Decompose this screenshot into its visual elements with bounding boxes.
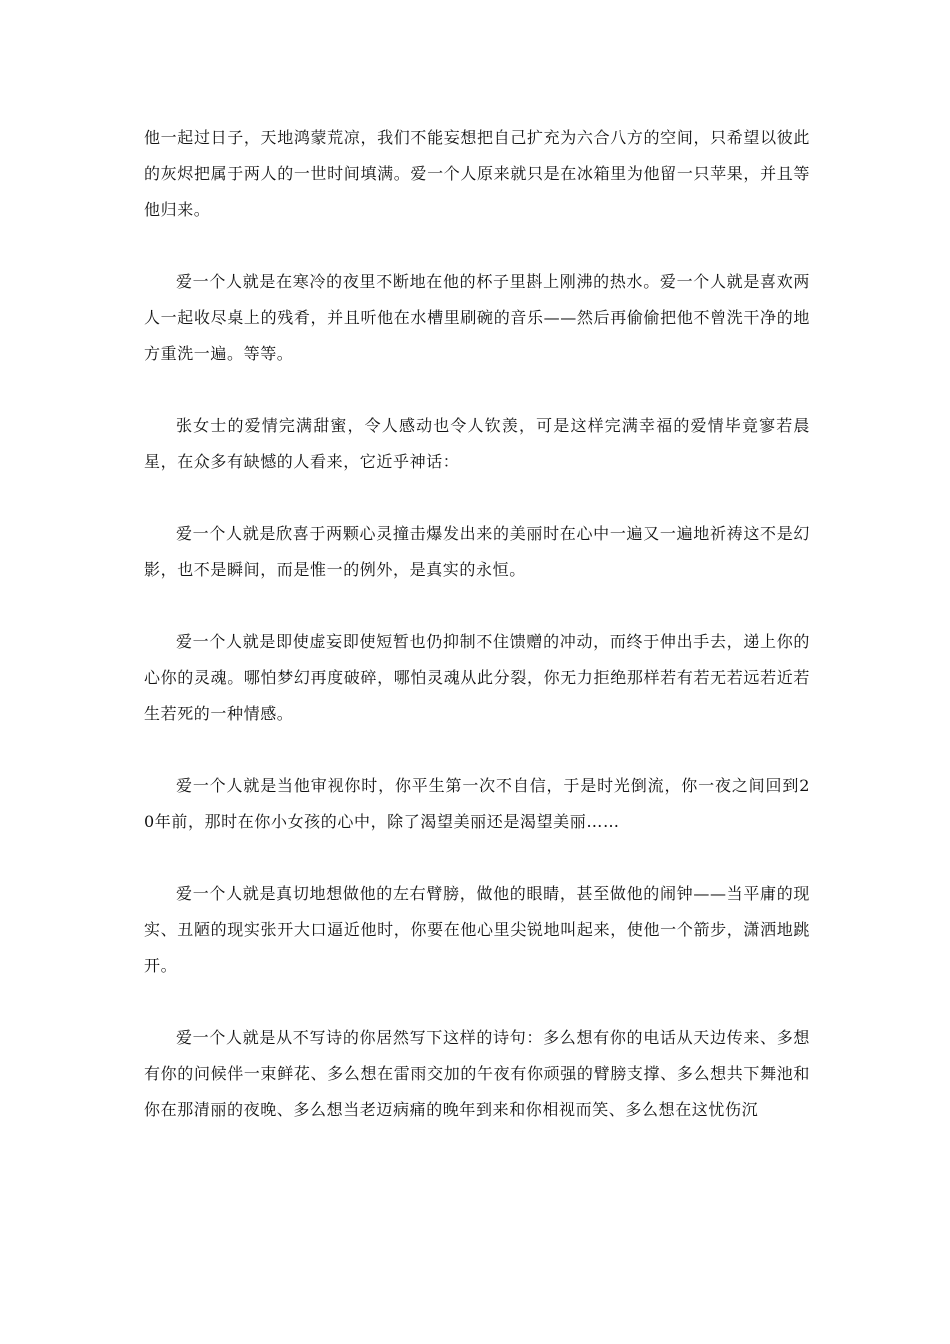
paragraph: 爱一个人就是在寒冷的夜里不断地在他的杯子里斟上刚沸的热水。爱一个人就是喜欢两人一起收尽桌上的残肴，并且听他在水槽里刷碗的音乐——然后再偷偷把他不曾洗干净的地方重洗一遍。等等。: [144, 272, 810, 363]
paragraph: 张女士的爱情完满甜蜜，令人感动也令人钦羡，可是这样完满幸福的爱情毕竟寥若晨星，在众多有缺憾的人看来，它近乎神话：: [144, 416, 810, 471]
paragraph: 爱一个人就是即使虚妄即使短暂也仍抑制不住馈赠的冲动，而终于伸出手去，递上你的心你的灵魂。哪怕梦幻再度破碎，哪怕灵魂从此分裂，你无力拒绝那样若有若无若远若近若生若死的一种情感。: [144, 632, 810, 723]
paragraph: 爱一个人就是真切地想做他的左右臂膀，做他的眼睛，甚至做他的闹钟——当平庸的现实、丑陋的现实张开大口逼近他时，你要在他心里尖锐地叫起来，使他一个箭步，潇洒地跳开。: [144, 884, 810, 975]
paragraph-continued: 他一起过日子，天地鸿蒙荒凉，我们不能妄想把自己扩充为六合八方的空间，只希望以彼此的灰烬把属于两人的一世时间填满。爱一个人原来就只是在冰箱里为他留一只苹果，并且等他归来。: [144, 128, 810, 219]
document-body: [144, 120, 810, 1164]
paragraph: 爱一个人就是当他审视你时，你平生第一次不自信，于是时光倒流，你一夜之间回到20年前，那时在你小女孩的心中，除了渴望美丽还是渴望美丽……: [144, 776, 810, 831]
paragraph: 爱一个人就是从不写诗的你居然写下这样的诗句：多么想有你的电话从天边传来、多想有你的问候伴一束鲜花、多么想在雷雨交加的午夜有你顽强的臂膀支撑、多么想共下舞池和你在那清丽的夜晚、多么想当老迈病痛的晚年到来和你相视而笑、多么想在这忧伤沉: [144, 1028, 810, 1119]
paragraph: 爱一个人就是欣喜于两颗心灵撞击爆发出来的美丽时在心中一遍又一遍地祈祷这不是幻影，也不是瞬间，而是惟一的例外，是真实的永恒。: [144, 524, 810, 579]
